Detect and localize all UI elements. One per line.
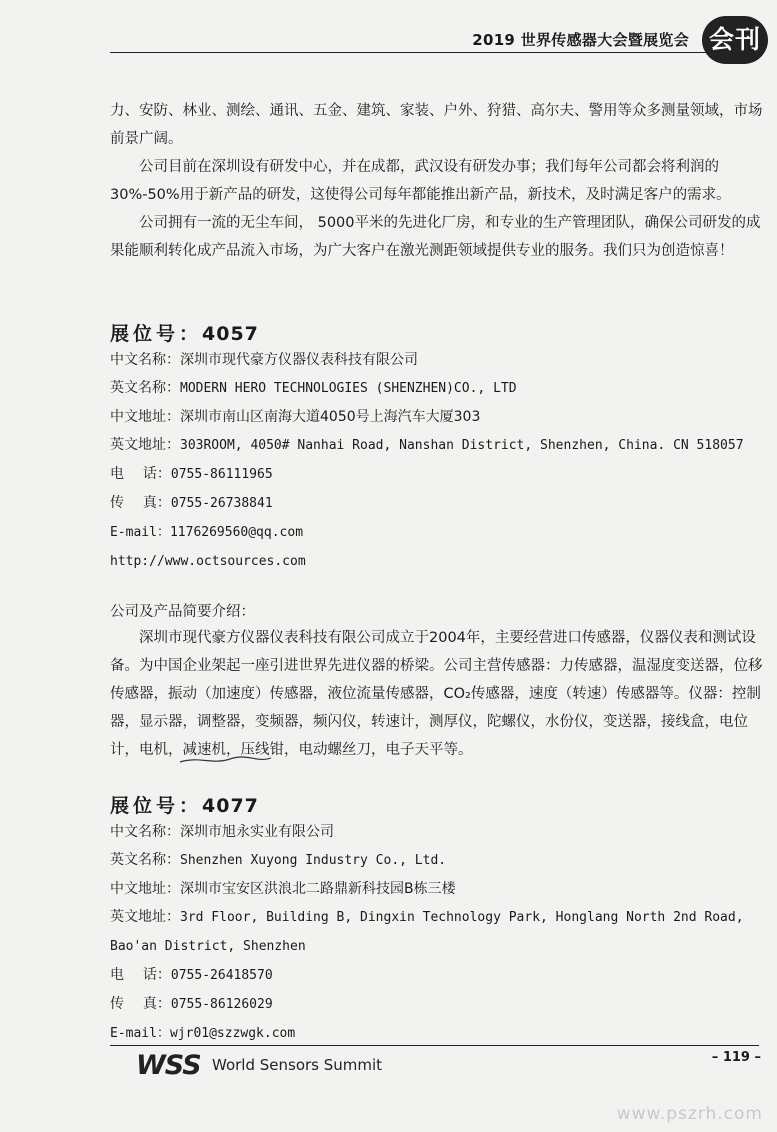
footer-rule bbox=[110, 1045, 759, 1046]
cn-address-row bbox=[110, 875, 770, 903]
phone-label-a: 电 bbox=[110, 967, 134, 983]
en-address-label: 英文地址： bbox=[110, 909, 180, 925]
header-rule bbox=[110, 52, 707, 53]
phone-label-b: 话： bbox=[142, 466, 171, 482]
phone-value: 0755-26418570 bbox=[170, 968, 273, 983]
booth-info-4077 bbox=[110, 818, 770, 1048]
cn-address-value: 深圳市宝安区洪浪北二路鼎新科技园B栋三楼 bbox=[180, 881, 456, 897]
fax-value: 0755-86126029 bbox=[170, 997, 273, 1012]
booth-heading-4057 bbox=[110, 319, 259, 346]
website-value: http://www.octsources.com bbox=[110, 554, 306, 569]
fax-label-b: 真： bbox=[142, 495, 171, 511]
cn-address-label: 中文地址： bbox=[110, 881, 180, 897]
cn-name-label: 中文名称： bbox=[110, 352, 180, 368]
email-label: E-mail： bbox=[110, 1026, 170, 1041]
website-row bbox=[110, 547, 770, 576]
phone-label-a: 电 bbox=[110, 466, 134, 482]
fax-row bbox=[110, 489, 770, 518]
brief-paragraph: 深圳市现代豪方仪器仪表科技有限公司成立于2004年，主要经营进口传感器，仪器仪表和测试设备。为中国企业架起一座引进世界先进仪器的桥梁。公司主营传感器：力传感器，温湿度变送器，位移传感器，振动（加速度）传感器，液位流量传感器，CO₂传感器，速度（转速）传感器等。仪器：控制器，显示器，调整器，变频器，频闪仪，转速计，测厚仪，陀螺仪，水份仪，变送器，接线盒，电位计，电机，减速机，压线钳，电动螺丝刀，电子天平等。 bbox=[110, 630, 763, 758]
intro-section bbox=[110, 97, 770, 265]
en-address-row bbox=[110, 431, 770, 460]
cn-name-value: 深圳市旭永实业有限公司 bbox=[180, 824, 334, 840]
email-value: 1176269560@qq.com bbox=[169, 525, 304, 540]
en-address-label: 英文地址： bbox=[110, 437, 180, 453]
booth-label: 展位号： bbox=[110, 323, 203, 345]
cn-name-row bbox=[110, 818, 770, 846]
email-value: wjr01@szzwgk.com bbox=[169, 1026, 296, 1041]
phone-row bbox=[110, 460, 770, 489]
header-title: 2019 世界传感器大会暨展览会 bbox=[472, 31, 689, 49]
footer-brand-name: World Sensors Summit bbox=[212, 1056, 383, 1074]
fax-label-a: 传 bbox=[110, 996, 134, 1012]
booth-heading-4077 bbox=[110, 791, 259, 818]
cn-name-label: 中文名称： bbox=[110, 824, 180, 840]
intro-paragraph-2: 公司目前在深圳设有研发中心，并在成都，武汉设有研发办事；我们每年公司都会将利润的30%-50%用于新产品的研发，这使得公司每年都能推出新产品，新技术，及时满足客户的需求。 bbox=[110, 159, 731, 203]
email-row bbox=[110, 518, 770, 547]
wss-logo: WSS bbox=[136, 1050, 201, 1081]
page-number: – 119 – bbox=[711, 1050, 761, 1065]
booth-label: 展位号： bbox=[110, 795, 203, 817]
en-address-value: 3rd Floor, Building B, Dingxin Technology Park, Honglang North 2nd Road, Bao'an District, Shenzhen bbox=[110, 910, 744, 954]
phone-label-b: 话： bbox=[142, 967, 171, 983]
cn-name-row bbox=[110, 346, 770, 374]
brief-section bbox=[110, 624, 770, 764]
intro-paragraph-1: 力、安防、林业、测绘、通讯、五金、建筑、家装、户外、狩猎、高尔夫、警用等众多测量领域，市场前景广阔。 bbox=[110, 103, 763, 147]
cn-name-value: 深圳市现代豪方仪器仪表科技有限公司 bbox=[180, 352, 418, 368]
en-address-row bbox=[110, 903, 770, 961]
cn-address-row bbox=[110, 403, 770, 431]
en-name-value: MODERN HERO TECHNOLOGIES (SHENZHEN)CO., LTD bbox=[180, 381, 517, 396]
en-name-row bbox=[110, 374, 770, 403]
en-name-label: 英文名称： bbox=[110, 852, 180, 868]
booth-info-4057 bbox=[110, 346, 770, 576]
email-row bbox=[110, 1019, 770, 1048]
intro-paragraph-3: 公司拥有一流的无尘车间， 5000平米的先进化厂房，和专业的生产管理团队，确保公司研发的成果能顺利转化成产品流入市场，为广大客户在激光测距领域提供专业的服务。我们只为创造惊喜！ bbox=[110, 215, 761, 259]
cn-address-value: 深圳市南山区南海大道4050号上海汽车大厦303 bbox=[180, 409, 481, 425]
en-name-label: 英文名称： bbox=[110, 380, 180, 396]
booth-number: 4077 bbox=[202, 795, 259, 817]
fax-label-a: 传 bbox=[110, 495, 134, 511]
brief-heading: 公司及产品简要介绍： bbox=[110, 604, 255, 620]
booth-number: 4057 bbox=[202, 323, 259, 345]
fax-label-b: 真： bbox=[142, 996, 171, 1012]
phone-row bbox=[110, 961, 770, 990]
en-name-row bbox=[110, 846, 770, 875]
cn-address-label: 中文地址： bbox=[110, 409, 180, 425]
site-watermark: www.pszrh.com bbox=[616, 1104, 763, 1124]
fax-row bbox=[110, 990, 770, 1019]
fax-value: 0755-26738841 bbox=[170, 496, 273, 511]
en-address-value: 303ROOM, 4050# Nanhai Road, Nanshan District, Shenzhen, China. CN 518057 bbox=[180, 438, 744, 453]
header-badge: 会刊 bbox=[702, 16, 768, 64]
email-label: E-mail： bbox=[110, 525, 170, 540]
phone-value: 0755-86111965 bbox=[170, 467, 273, 482]
pen-underline-mark bbox=[178, 753, 273, 767]
en-name-value: Shenzhen Xuyong Industry Co., Ltd. bbox=[180, 853, 447, 868]
